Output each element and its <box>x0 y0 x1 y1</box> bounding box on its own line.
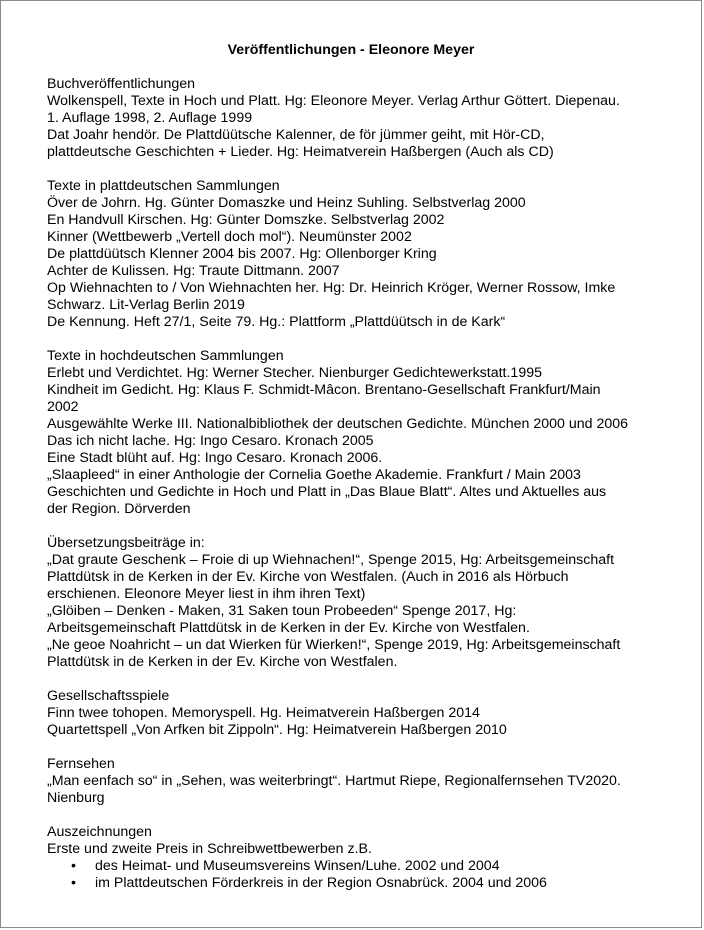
entry-line: Dat Joahr hendör. De Plattdüütsche Kalenner, de för jümmer geiht, mit Hör-CD, <box>47 127 545 143</box>
entry-line: Das ich nicht lache. Hg: Ingo Cesaro. Kronach 2005 <box>47 433 374 449</box>
entry-line: Achter de Kulissen. Hg: Traute Dittmann. 2007 <box>47 263 340 279</box>
entry-line: erschienen. Eleonore Meyer liest in ihm ihren Text) <box>47 586 366 602</box>
document-body <box>47 76 677 909</box>
section-book-publications <box>47 76 677 161</box>
document-title: Veröffentlichungen - Eleonore Meyer <box>227 42 475 58</box>
entry-line: „Dat graute Geschenk – Froie di up Wiehnachen!“, Spenge 2015, Hg: Arbeitsgemeinschaft <box>47 552 615 568</box>
entry-line: Över de Johrn. Hg. Günter Domaszke und Heinz Suhling. Selbstverlag 2000 <box>47 195 526 211</box>
entry-line: De Kennung. Heft 27/1, Seite 79. Hg.: Plattform „Plattdüütsch in de Kark“ <box>47 314 506 330</box>
entry-line: „Man eenfach so“ in „Sehen, was weiterbringt“. Hartmut Riepe, Regionalfernsehen TV2020. <box>47 773 621 789</box>
entry-line: „Slaapleed“ in einer Anthologie der Cornelia Goethe Akademie. Frankfurt / Main 2003 <box>47 467 581 483</box>
entry-line: Erlebt und Verdichtet. Hg: Werner Stecher. Nienburger Gedichtewerkstatt.1995 <box>47 365 542 381</box>
entry-line: Nienburg <box>47 790 105 806</box>
entry-line: Kinner (Wettbewerb „Vertell doch mol“). Neumünster 2002 <box>47 229 412 245</box>
section-heading: Texte in hochdeutschen Sammlungen <box>47 348 284 364</box>
section-heading: Übersetzungsbeiträge in: <box>47 535 205 551</box>
section-board-games <box>47 688 677 739</box>
entry-line: Plattdütsk in de Kerken in der Ev. Kirche von Westfalen. <box>47 654 398 670</box>
section-translations <box>47 535 677 671</box>
section-awards <box>47 824 677 892</box>
entry-line: En Handvull Kirschen. Hg: Günter Domszke. Selbstverlag 2002 <box>47 212 445 228</box>
bullet-icon: • <box>71 875 76 891</box>
entry-line: „Glöiben – Denken - Maken, 31 Saken toun Probeeden“ Spenge 2017, Hg: <box>47 603 517 619</box>
award-text: des Heimat- und Museumsvereins Winsen/Luhe. 2002 und 2004 <box>95 858 500 874</box>
entry-line: der Region. Dörverden <box>47 501 191 517</box>
section-heading: Buchveröffentlichungen <box>47 76 196 92</box>
entry-line: Wolkenspell, Texte in Hoch und Platt. Hg: Eleonore Meyer. Verlag Arthur Göttert. Diepenau. <box>47 93 620 109</box>
entry-line: 1. Auflage 1998, 2. Auflage 1999 <box>47 110 253 126</box>
list-item <box>47 858 677 875</box>
section-heading: Auszeichnungen <box>47 824 152 840</box>
bullet-icon: • <box>71 858 76 874</box>
entry-line: Finn twee tohopen. Memoryspell. Hg. Heimatverein Haßbergen 2014 <box>47 705 480 721</box>
list-item <box>47 875 677 892</box>
entry-line: Schwarz. Lit-Verlag Berlin 2019 <box>47 297 245 313</box>
entry-line: Ausgewählte Werke III. Nationalbibliothek der deutschen Gedichte. München 2000 und 2006 <box>47 416 629 432</box>
section-television <box>47 756 677 807</box>
entry-line: 2002 <box>47 399 79 415</box>
entry-line: De plattdüütsch Klenner 2004 bis 2007. Hg: Ollenborger Kring <box>47 246 437 262</box>
awards-intro: Erste und zweite Preis in Schreibwettbewerben z.B. <box>47 841 372 857</box>
section-heading: Texte in plattdeutschen Sammlungen <box>47 178 280 194</box>
entry-line: Quartettspell „Von Arfken bit Zippoln“. Hg: Heimatverein Haßbergen 2010 <box>47 722 507 738</box>
entry-line: Geschichten und Gedichte in Hoch und Platt in „Das Blaue Blatt“. Altes und Aktuelles aus <box>47 484 607 500</box>
entry-line: Arbeitsgemeinschaft Plattdütsk in de Kerken in der Ev. Kirche von Westfalen. <box>47 620 530 636</box>
award-text: im Plattdeutschen Förderkreis in der Region Osnabrück. 2004 und 2006 <box>95 875 547 891</box>
entry-line: Eine Stadt blüht auf. Hg: Ingo Cesaro. Kronach 2006. <box>47 450 383 466</box>
awards-list <box>47 858 677 892</box>
section-heading: Fernsehen <box>47 756 115 772</box>
section-high-german-collections <box>47 348 677 518</box>
entry-line: plattdeutsche Geschichten + Lieder. Hg: Heimatverein Haßbergen (Auch als CD) <box>47 144 554 160</box>
section-heading: Gesellschaftsspiele <box>47 688 170 704</box>
section-low-german-collections <box>47 178 677 331</box>
entry-line: Op Wiehnachten to / Von Wiehnachten her. Hg: Dr. Heinrich Kröger, Werner Rossow, Imke <box>47 280 616 296</box>
entry-line: Plattdütsk in de Kerken in der Ev. Kirche von Westfalen. (Auch in 2016 als Hörbuch <box>47 569 569 585</box>
entry-line: „Ne geoe Noahricht – un dat Wierken für Wierken!“, Spenge 2019, Hg: Arbeitsgemeinschaft <box>47 637 621 653</box>
entry-line: Kindheit im Gedicht. Hg: Klaus F. Schmidt-Mâcon. Brentano-Gesellschaft Frankfurt/Main <box>47 382 601 398</box>
